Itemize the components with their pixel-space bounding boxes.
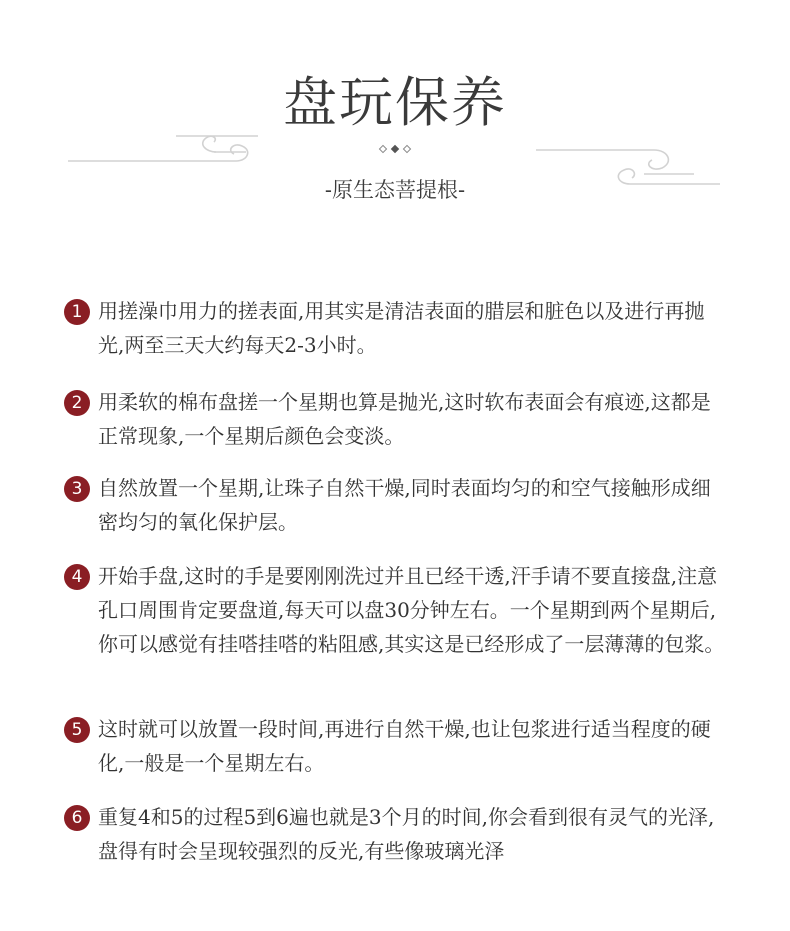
list-item — [64, 712, 728, 780]
step-number-badge: 1 — [64, 299, 90, 325]
step-number-badge: 2 — [64, 390, 90, 416]
list-item — [64, 559, 728, 661]
step-text: 这时就可以放置一段时间,再进行自然干燥,也让包浆进行适当程度的硬化,一般是一个星期左右。 — [98, 717, 711, 775]
step-text: 开始手盘,这时的手是要刚刚洗过并且已经干透,汗手请不要直接盘,注意孔口周围肯定要盘道,每天可以盘30分钟左右。一个星期到两个星期后,你可以感觉有挂嗒挂嗒的粘阻感,其实这是已经形成了一层薄薄的包浆。 — [98, 564, 725, 656]
list-item — [64, 294, 728, 362]
diamond-solid-icon — [391, 145, 399, 153]
header — [0, 0, 790, 240]
page-title: 盘玩保养 — [283, 71, 507, 134]
divider-dots — [0, 146, 790, 152]
list-item — [64, 800, 728, 868]
step-text: 用搓澡巾用力的搓表面,用其实是清洁表面的腊层和脏色以及进行再抛光,两至三天大约每天2-3小时。 — [98, 299, 705, 357]
step-text: 用柔软的棉布盘搓一个星期也算是抛光,这时软布表面会有痕迹,这都是正常现象,一个星期后颜色会变淡。 — [98, 390, 711, 448]
list-item — [64, 471, 728, 539]
step-number-badge: 4 — [64, 564, 90, 590]
list-item — [64, 385, 728, 453]
step-text: 重复4和5的过程5到6遍也就是3个月的时间,你会看到很有灵气的光泽,盘得有时会呈现较强烈的反光,有些像玻璃光泽 — [98, 805, 715, 863]
diamond-hollow-icon — [379, 145, 387, 153]
page-subtitle: -原生态菩提根- — [324, 178, 466, 202]
step-text: 自然放置一个星期,让珠子自然干燥,同时表面均匀的和空气接触形成细密均匀的氧化保护层。 — [98, 476, 711, 534]
diamond-hollow-icon — [403, 145, 411, 153]
step-number-badge: 6 — [64, 805, 90, 831]
step-number-badge: 5 — [64, 717, 90, 743]
step-number-badge: 3 — [64, 476, 90, 502]
